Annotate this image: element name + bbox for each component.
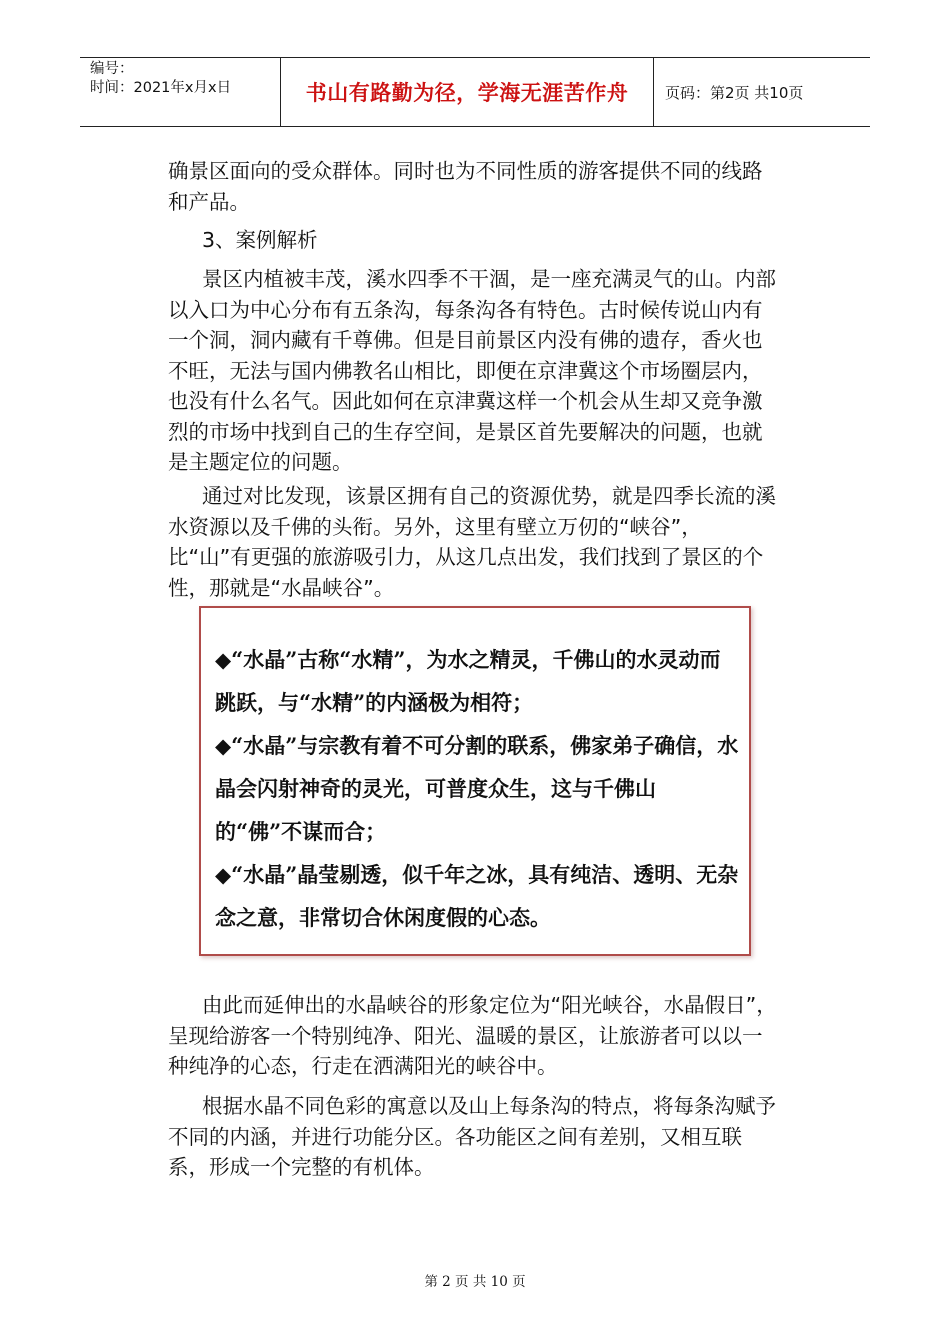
document-date-label: 时间：2021年x月x日 [90, 80, 232, 96]
paragraph-positioning: 由此而延伸出的水晶峡谷的形象定位为“阳光峡谷，水晶假日”，呈现给游客一个特别纯净、阳光、温暖的景区，让旅游者可以以一种纯净的心态，行走在洒满阳光的峡谷中。 [168, 993, 777, 1078]
page-header [80, 57, 870, 127]
page-footer [0, 1270, 950, 1290]
header-motto-cell [281, 58, 654, 126]
section-heading: 3、案例解析 [202, 228, 318, 252]
footer-page-number: 第 2 页 共 10 页 [424, 1274, 526, 1290]
header-page-info-cell [654, 58, 870, 126]
header-motto: 书山有路勤为径，学海无涯苦作舟 [305, 80, 629, 105]
paragraph-compare: 通过对比发现，该景区拥有自己的资源优势，就是四季长流的溪水资源以及千佛的头衔。另外，这里有壁立万仞的“峡谷”，比“山”有更强的旅游吸引力，从这几点出发，我们找到了景区的个性，那就是“水晶峡谷”。 [168, 484, 776, 600]
paragraph-continued: 确景区面向的受众群体。同时也为不同性质的游客提供不同的线路和产品。 [168, 159, 763, 214]
callout-item: ◆“水晶”晶莹剔透，似千年之冰，具有纯洁、透明、无杂念之意，非常切合休闲度假的心态。 [215, 862, 739, 930]
paragraph-intro: 景区内植被丰茂，溪水四季不干涸，是一座充满灵气的山。内部以入口为中心分布有五条沟，每条沟各有特色。古时候传说山内有一个洞，洞内藏有千尊佛。但是目前景区内没有佛的遗存，香火也不旺，无法与国内佛教名山相比，即便在京津冀这个市场圈层内，也没有什么名气。因此如何在京津冀这样一个机会从生却又竞争激烈的市场中找到自己的生存空间，是景区首先要解决的问题，也就是主题定位的问题。 [168, 267, 776, 474]
crystal-meaning-callout [199, 606, 751, 956]
paragraph-zones: 根据水晶不同色彩的寓意以及山上每条沟的特点，将每条沟赋予不同的内涵，并进行功能分区。各功能区之间有差别，又相互联系，形成一个完整的有机体。 [168, 1094, 776, 1179]
callout-item: ◆“水晶”古称“水精”，为水之精灵，千佛山的水灵动而跳跃，与“水精”的内涵极为相符； [215, 647, 721, 715]
document-number-label: 编号： [90, 61, 134, 77]
callout-item: ◆“水晶”与宗教有着不可分割的联系，佛家弟子确信，水晶会闪射神奇的灵光，可普度众生，这与千佛山的“佛”不谋而合； [215, 733, 739, 844]
header-page-info: 页码：第2页 共10页 [665, 83, 804, 102]
header-meta [80, 58, 281, 126]
